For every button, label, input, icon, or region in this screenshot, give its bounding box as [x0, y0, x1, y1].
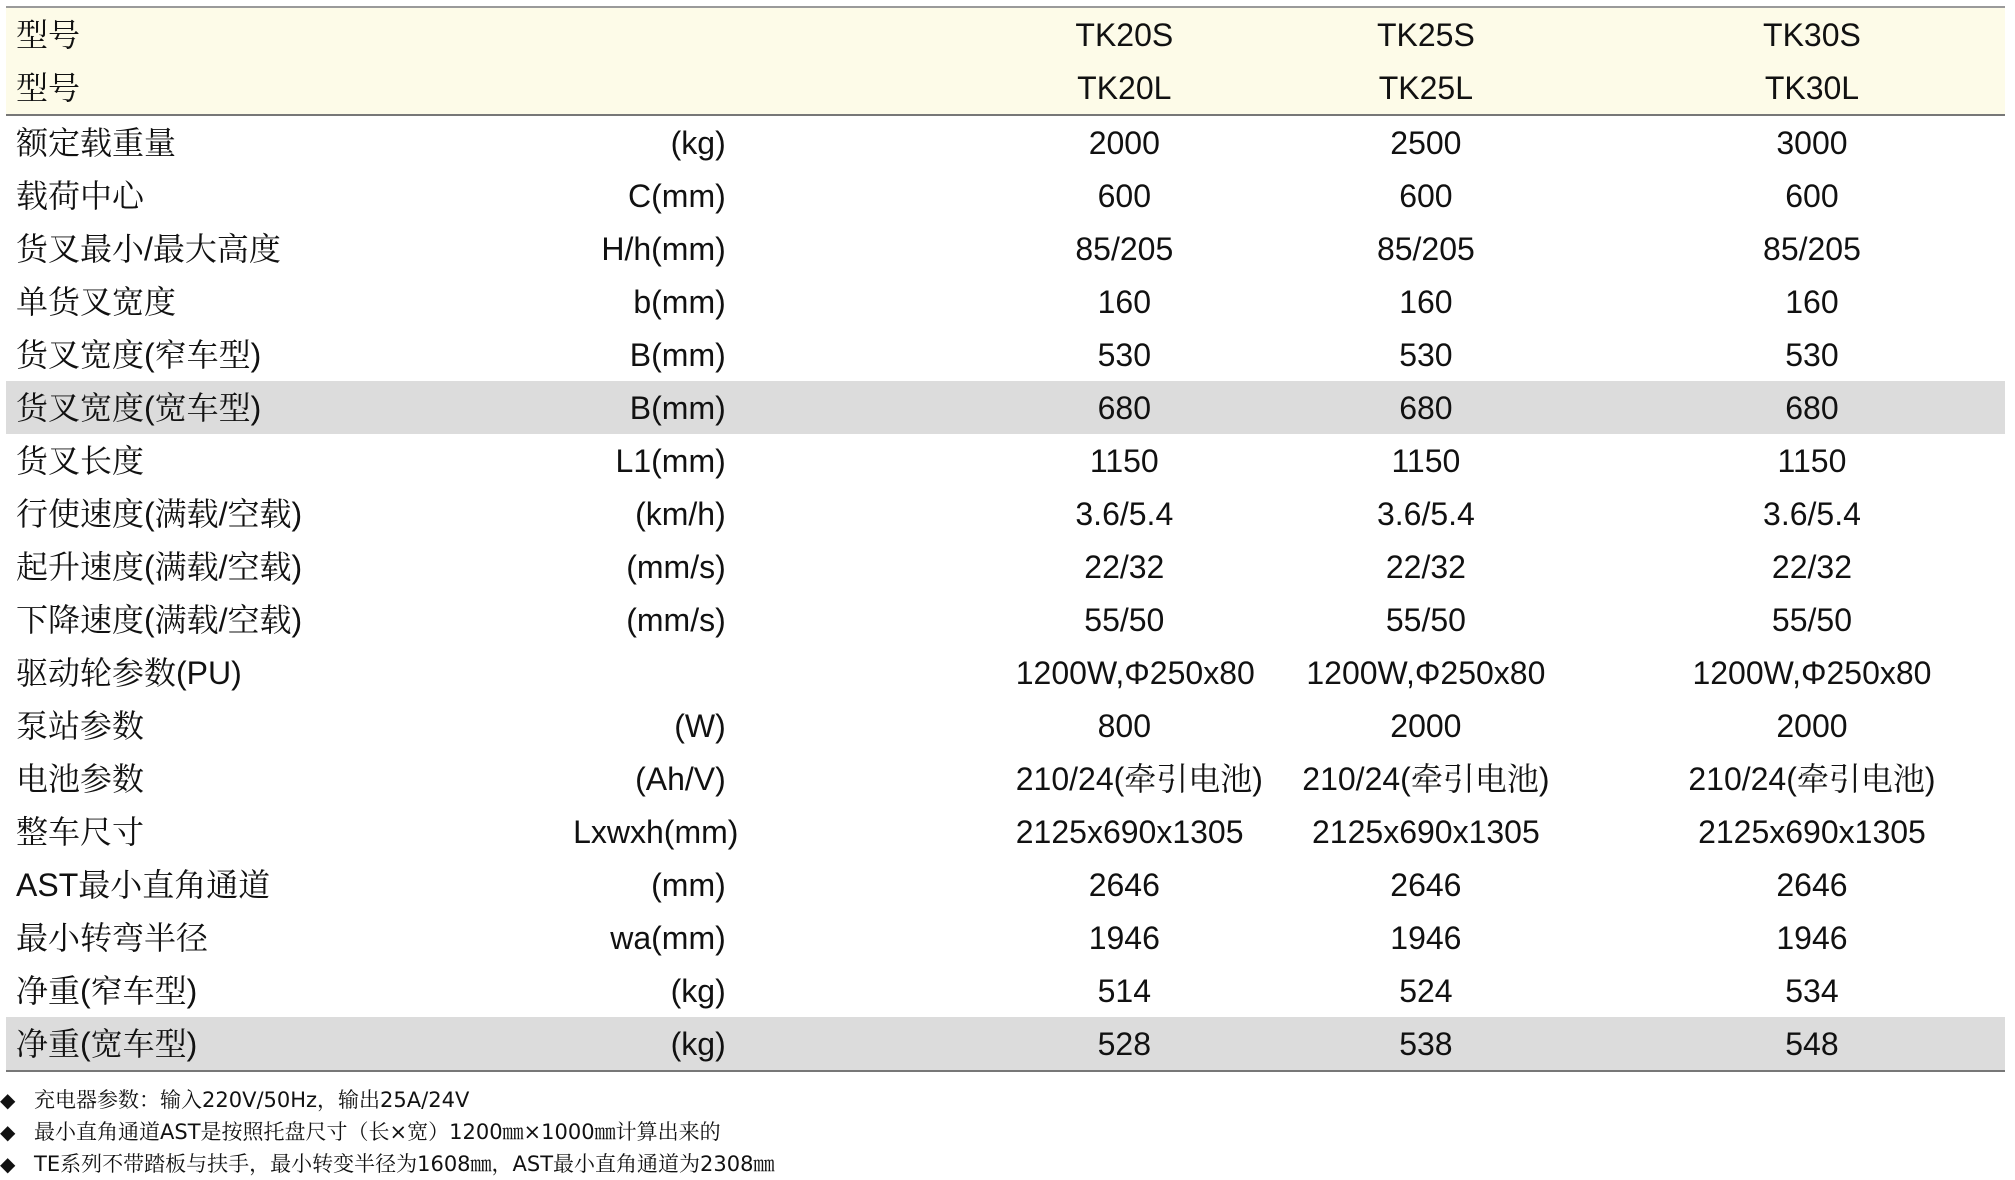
diamond-bullet-icon: ◆	[0, 1152, 16, 1176]
spec-value-tk30: 530	[1785, 336, 1839, 373]
spec-row	[6, 805, 2005, 858]
spec-value-tk25: 600	[1399, 177, 1453, 214]
spec-name: 载荷中心	[16, 177, 145, 214]
spec-value-tk20: 210/24(牵引电池)	[1015, 760, 1263, 797]
spec-row	[6, 169, 2005, 222]
spec-unit: B(mm)	[573, 381, 726, 434]
spec-name: 电池参数	[16, 760, 145, 797]
spec-unit: (kg)	[670, 124, 726, 161]
spec-value-tk30: 548	[1619, 1017, 2005, 1071]
spec-name: AST最小直角通道	[16, 866, 271, 903]
spec-row	[6, 858, 2005, 911]
spec-name: 驱动轮参数(PU)	[16, 654, 242, 691]
spec-value-tk30: 210/24(牵引电池)	[1688, 760, 1936, 797]
spec-table-body	[6, 7, 2005, 1071]
spec-value-tk25: 2000	[1390, 707, 1462, 744]
spec-table	[6, 6, 2005, 1072]
diamond-bullet-icon: ◆	[0, 1120, 16, 1144]
spec-unit: (mm)	[651, 866, 726, 903]
spec-value-tk25: 55/50	[1385, 601, 1466, 638]
spec-value-tk25: 2125x690x1305	[1312, 813, 1540, 850]
spec-value-tk25: 1946	[1390, 919, 1462, 956]
spec-unit: L1(mm)	[615, 442, 726, 479]
spec-unit: (mm/s)	[626, 601, 726, 638]
spec-value-tk25: 160	[1399, 283, 1453, 320]
model-unit-empty	[573, 7, 726, 61]
spec-name: 起升速度(满载/空载)	[16, 548, 303, 585]
spec-value-tk30: 160	[1785, 283, 1839, 320]
spec-value-tk25: 3.6/5.4	[1376, 495, 1475, 532]
spec-unit: C(mm)	[628, 177, 726, 214]
spec-value-tk25: 85/205	[1376, 230, 1475, 267]
spec-row	[6, 911, 2005, 964]
model-unit-empty	[573, 61, 726, 115]
spec-row	[6, 752, 2005, 805]
spec-row	[6, 115, 2005, 169]
spec-value-tk30: 2000	[1776, 707, 1848, 744]
spec-value-tk20: 85/205	[1075, 230, 1174, 267]
footnote-text: 充电器参数：输入220V/50Hz，输出25A/24V	[34, 1088, 470, 1112]
spec-row	[6, 487, 2005, 540]
spec-row	[6, 699, 2005, 752]
footnote-te-series	[0, 1148, 1200, 1180]
spec-value-tk20: 55/50	[1084, 601, 1165, 638]
model-tk30l: TK30L	[1619, 61, 2005, 115]
spec-value-tk25: 210/24(牵引电池)	[1302, 760, 1550, 797]
spec-row	[6, 328, 2005, 381]
spec-unit: b(mm)	[633, 283, 726, 320]
model-label: 型号	[6, 61, 573, 115]
spec-value-tk30: 534	[1785, 972, 1839, 1009]
model-label: 型号	[6, 7, 573, 61]
spec-name: 货叉最小/最大高度	[16, 230, 281, 267]
spec-unit: (Ah/V)	[635, 760, 726, 797]
spec-unit: (km/h)	[635, 495, 726, 532]
spec-name: 净重(窄车型)	[16, 972, 198, 1009]
diamond-bullet-icon: ◆	[0, 1088, 16, 1112]
spec-value-tk25: 524	[1399, 972, 1453, 1009]
model-tk25s: TK25S	[1233, 7, 1619, 61]
spec-unit: Lxwxh(mm)	[573, 813, 739, 850]
spec-value-tk25: 1200W,Φ250x80	[1306, 654, 1546, 691]
spec-value-tk20: 3.6/5.4	[1075, 495, 1174, 532]
spec-unit: (kg)	[573, 1017, 726, 1071]
footnote-text: TE系列不带踏板与扶手，最小转变半径为1608㎜，AST最小直角通道为2308㎜	[34, 1152, 775, 1176]
spec-name: 行使速度(满载/空载)	[16, 495, 303, 532]
spec-row	[6, 1017, 2005, 1071]
spec-value-tk20: 2646	[1088, 866, 1160, 903]
spec-value-tk20: 530	[1097, 336, 1151, 373]
spec-row	[6, 275, 2005, 328]
model-tk30s: TK30S	[1619, 7, 2005, 61]
spec-row	[6, 434, 2005, 487]
spec-row	[6, 222, 2005, 275]
spec-value-tk25: 2646	[1390, 866, 1462, 903]
model-row-s	[6, 7, 2005, 61]
spec-name: 单货叉宽度	[16, 283, 177, 320]
spec-value-tk25: 2500	[1390, 124, 1462, 161]
spec-row	[6, 540, 2005, 593]
spec-name: 货叉宽度(宽车型)	[6, 381, 573, 434]
spec-unit: wa(mm)	[610, 919, 726, 956]
spec-row	[6, 964, 2005, 1017]
spec-value-tk30: 680	[1619, 381, 2005, 434]
spec-name: 最小转弯半径	[16, 919, 209, 956]
spec-unit: (W)	[674, 707, 726, 744]
footnote-ast	[0, 1116, 1200, 1148]
spec-value-tk20: 2000	[1088, 124, 1160, 161]
spec-value-tk20: 1200W,Φ250x80	[1015, 654, 1255, 691]
spec-name: 下降速度(满载/空载)	[16, 601, 303, 638]
spec-name: 泵站参数	[16, 707, 145, 744]
spec-unit: (mm/s)	[626, 548, 726, 585]
spec-value-tk20: 600	[1097, 177, 1151, 214]
model-row-l	[6, 61, 2005, 115]
spec-name: 额定载重量	[16, 124, 177, 161]
model-tk20s: TK20S	[726, 7, 1233, 61]
spec-value-tk20: 2125x690x1305	[1015, 813, 1244, 850]
spec-value-tk25: 680	[1233, 381, 1619, 434]
spec-value-tk30: 2125x690x1305	[1698, 813, 1926, 850]
spec-value-tk30: 1200W,Φ250x80	[1692, 654, 1932, 691]
spec-name: 货叉宽度(窄车型)	[16, 336, 262, 373]
spec-value-tk30: 85/205	[1763, 230, 1861, 267]
spec-unit: B(mm)	[629, 336, 726, 373]
spec-value-tk30: 1946	[1776, 919, 1848, 956]
spec-row	[6, 593, 2005, 646]
footnote-charger	[0, 1084, 1200, 1116]
spec-value-tk30: 600	[1785, 177, 1839, 214]
spec-value-tk20: 800	[1097, 707, 1151, 744]
spec-value-tk20: 1946	[1088, 919, 1160, 956]
model-tk20l: TK20L	[726, 61, 1233, 115]
spec-value-tk20: 680	[726, 381, 1233, 434]
footnotes	[0, 1084, 1200, 1180]
spec-value-tk25: 538	[1233, 1017, 1619, 1071]
spec-value-tk25: 22/32	[1385, 548, 1466, 585]
spec-value-tk20: 514	[1097, 972, 1151, 1009]
spec-row	[6, 646, 2005, 699]
spec-unit	[573, 646, 726, 699]
spec-name: 净重(宽车型)	[6, 1017, 573, 1071]
spec-value-tk20: 1150	[1089, 442, 1159, 479]
spec-value-tk30: 3.6/5.4	[1763, 495, 1861, 532]
spec-value-tk20: 22/32	[1084, 548, 1165, 585]
spec-value-tk30: 22/32	[1771, 548, 1852, 585]
spec-value-tk30: 1150	[1777, 442, 1847, 479]
model-tk25l: TK25L	[1233, 61, 1619, 115]
spec-row	[6, 381, 2005, 434]
spec-value-tk30: 55/50	[1771, 601, 1852, 638]
spec-value-tk30: 3000	[1776, 124, 1848, 161]
spec-value-tk30: 2646	[1776, 866, 1848, 903]
spec-value-tk25: 530	[1399, 336, 1453, 373]
spec-value-tk25: 1150	[1391, 442, 1461, 479]
spec-unit: H/h(mm)	[601, 230, 726, 267]
footnote-text: 最小直角通道AST是按照托盘尺寸（长×宽）1200㎜×1000㎜计算出来的	[34, 1120, 721, 1144]
spec-unit: (kg)	[670, 972, 726, 1009]
spec-name: 货叉长度	[16, 442, 145, 479]
spec-value-tk20: 160	[1097, 283, 1151, 320]
spec-value-tk20: 528	[726, 1017, 1233, 1071]
spec-name: 整车尺寸	[16, 813, 145, 850]
